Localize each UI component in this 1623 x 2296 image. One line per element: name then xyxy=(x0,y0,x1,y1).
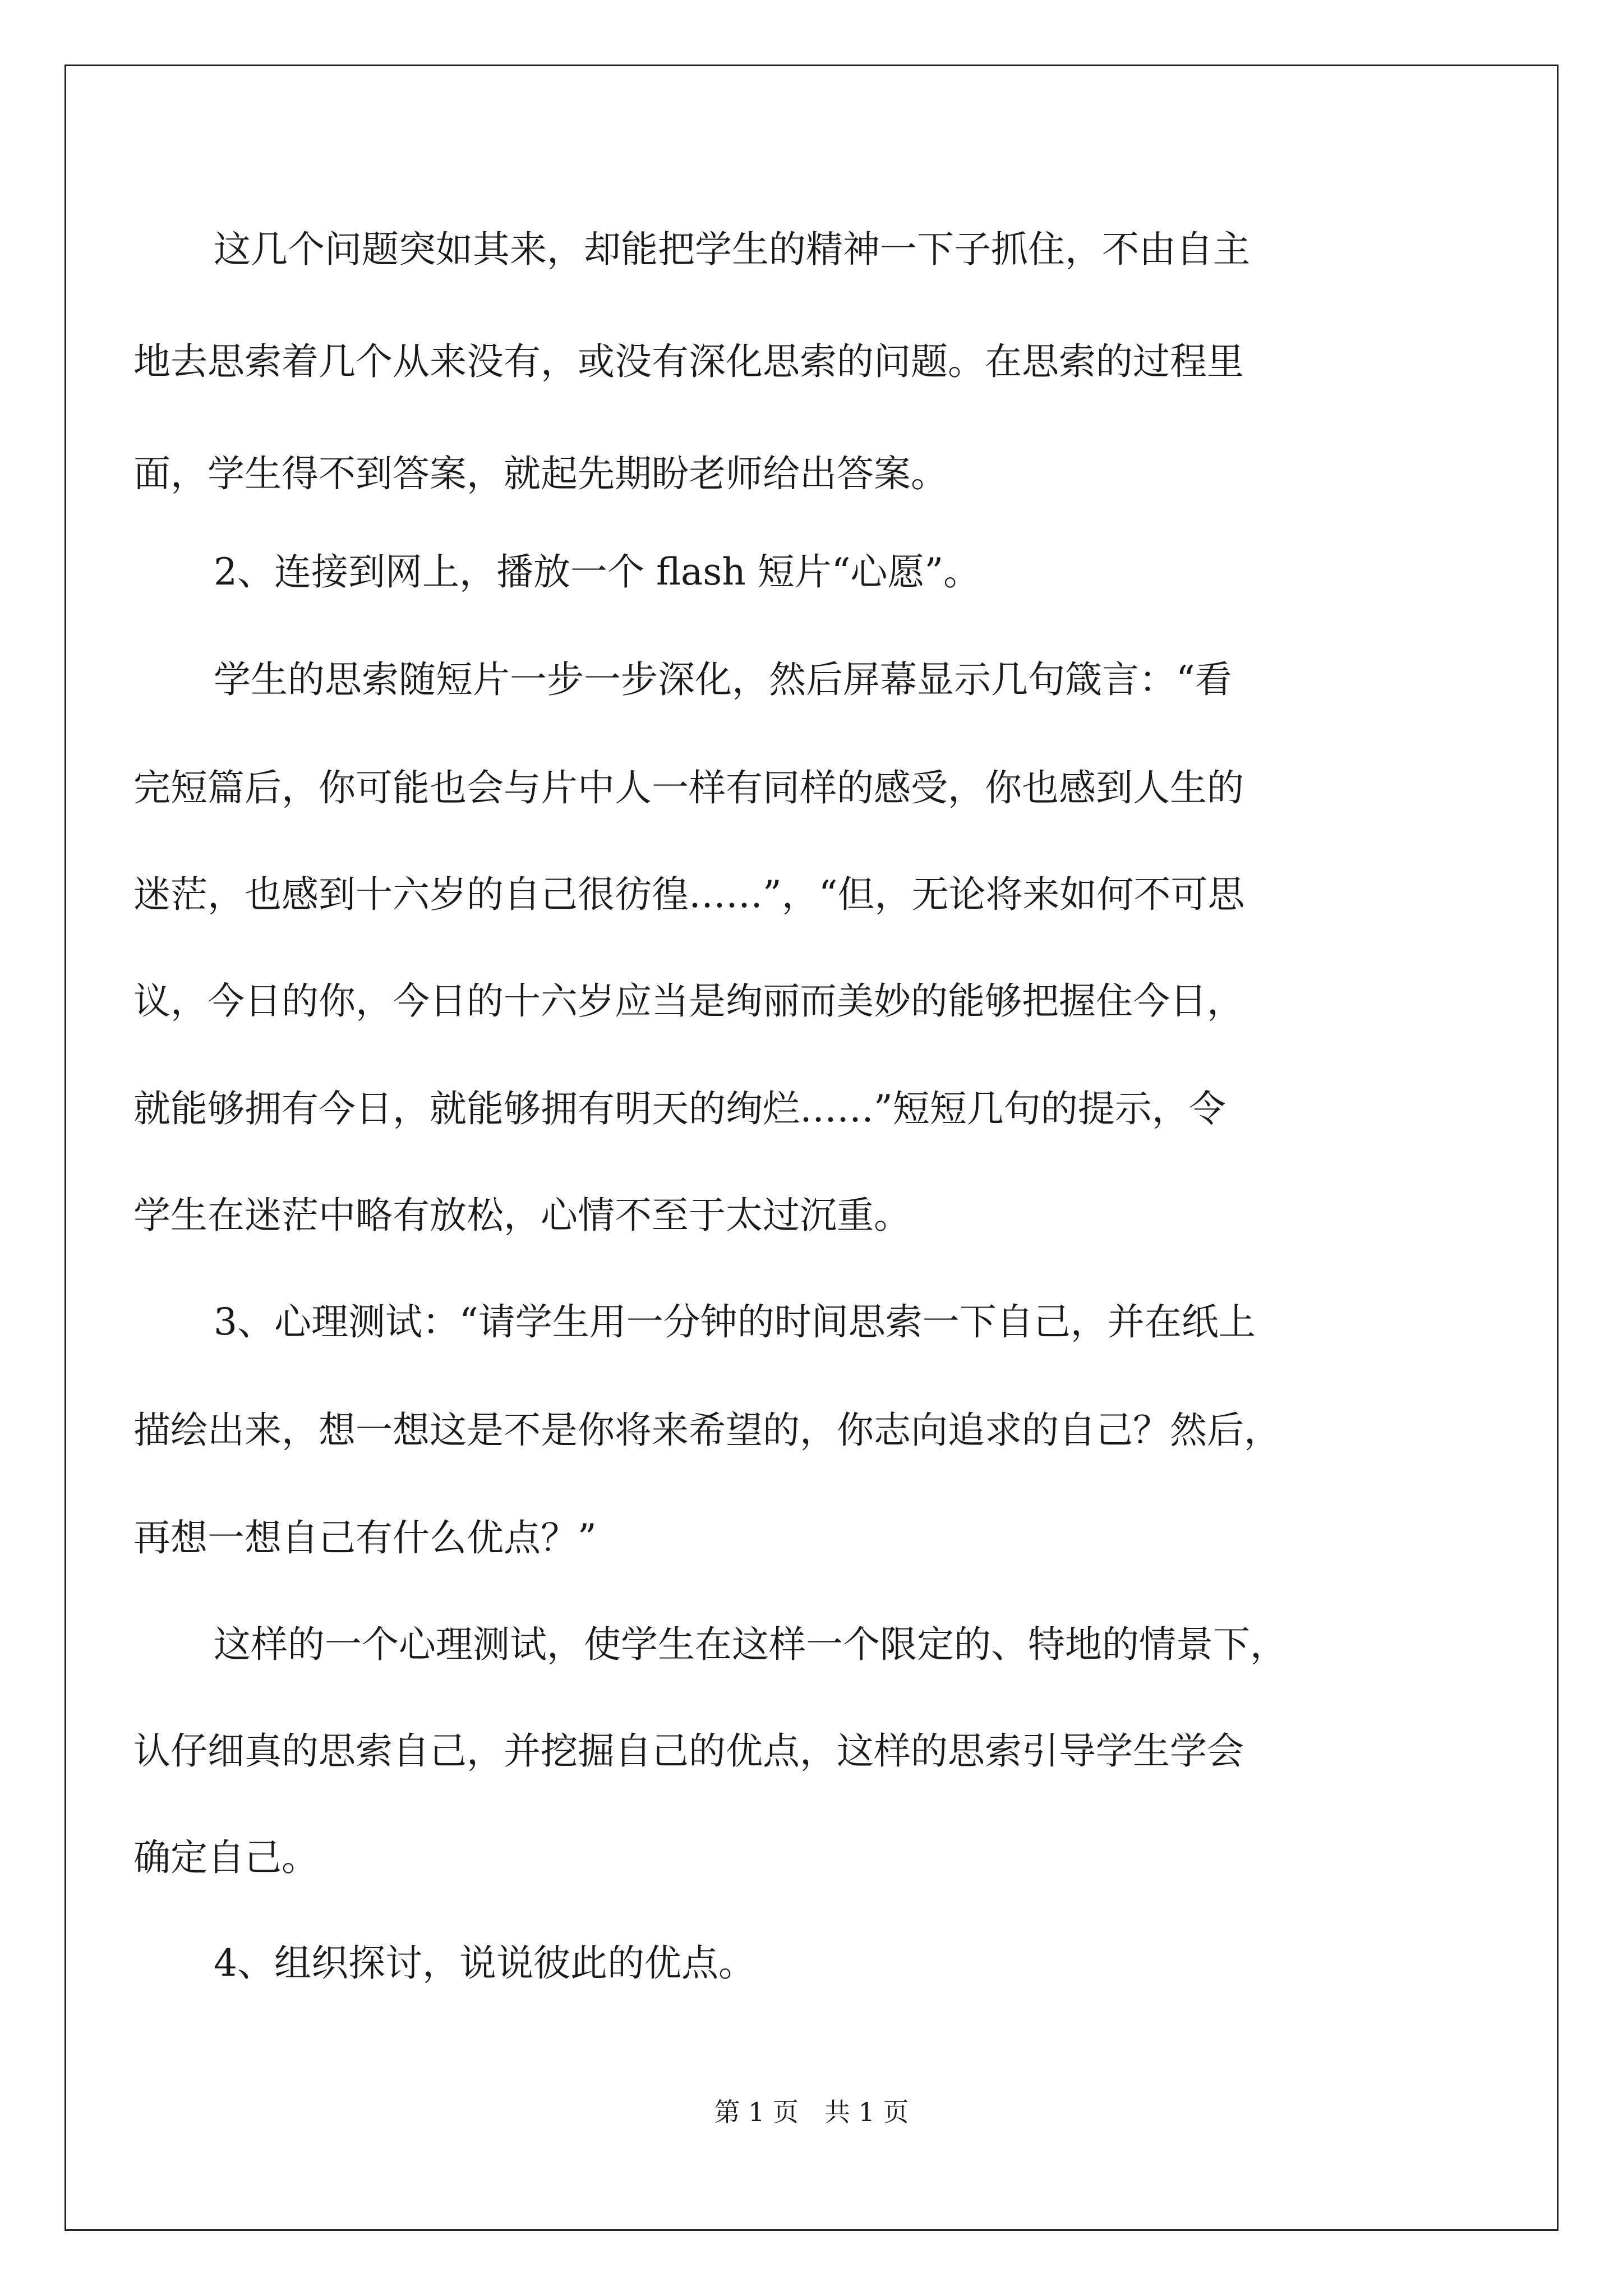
paragraph-1-line-1: 这几个问题突如其来，却能把学生的精神一下子抓住，不由自主 xyxy=(214,228,1250,271)
page-number: 第 1 页 共 1 页 xyxy=(714,2097,909,2127)
paragraph-4-line-2: 描绘出来，想一想这是不是你将来希望的，你志向追求的自己？然后， xyxy=(133,1409,1281,1452)
paragraph-4-line-3: 再想一想自己有什么优点？” xyxy=(133,1516,597,1559)
paragraph-3-line-5: 就能够拥有今日，就能够拥有明天的绚烂……”短短几句的提示，令 xyxy=(133,1087,1226,1130)
paragraph-2-line-1: 2、连接到网上，播放一个 flash 短片“心愿”。 xyxy=(214,550,981,593)
paragraph-3-line-6: 学生在迷茫中略有放松，心情不至于太过沉重。 xyxy=(133,1194,911,1237)
paragraph-1-line-3: 面，学生得不到答案，就起先期盼老师给出答案。 xyxy=(133,452,948,495)
paragraph-4-line-1: 3、心理测试：“请学生用一分钟的时间思索一下自己，并在纸上 xyxy=(214,1300,1256,1343)
paragraph-1-line-2: 地去思索着几个从来没有，或没有深化思索的问题。在思索的过程里 xyxy=(133,340,1244,383)
paragraph-3-line-1: 学生的思索随短片一步一步深化，然后屏幕显示几句箴言：“看 xyxy=(214,658,1232,701)
page-border xyxy=(64,65,1559,2231)
paragraph-3-line-3: 迷茫，也感到十六岁的自己很彷徨……”，“但，无论将来如何不可思 xyxy=(133,873,1245,916)
paragraph-5-line-2: 认仔细真的思索自己，并挖掘自己的优点，这样的思索引导学生学会 xyxy=(133,1729,1244,1773)
paragraph-6-line-1: 4、组织探讨，说说彼此的优点。 xyxy=(214,1941,755,1985)
paragraph-3-line-2: 完短篇后，你可能也会与片中人一样有同样的感受，你也感到人生的 xyxy=(133,766,1244,809)
paragraph-3-line-4: 议，今日的你，今日的十六岁应当是绚丽而美妙的能够把握住今日， xyxy=(133,979,1244,1023)
paragraph-5-line-1: 这样的一个心理测试，使学生在这样一个限定的、特地的情景下， xyxy=(214,1623,1287,1666)
paragraph-5-line-3: 确定自己。 xyxy=(133,1836,319,1879)
